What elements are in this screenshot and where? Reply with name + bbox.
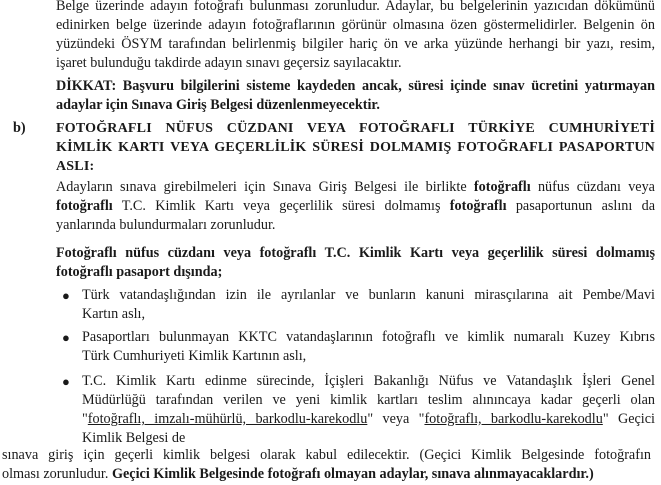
heading-line: FOTOĞRAFLI NÜFUS CÜZDANI VEYA FOTOĞRAFLI TÜRKİYE CUMHURİYETİ [56, 121, 655, 136]
intro-line: yüzündeki ÖSYM tarafından belirlenmiş bilgiler hariç ön ve arka yüzünde herhangi bir yazı, resim, [56, 36, 655, 52]
bold-run: nde fotoğrafı olmayan adaylar, sınava alınmayacaklardır.) [241, 466, 594, 482]
list-item-line: T.C. Kimlik Kartı edinme sürecinde, İçişleri Bakanlığı Nüfus ve Vatandaşlık İşleri Genel [82, 373, 655, 389]
text-run: pasaportunun aslını da [506, 198, 655, 214]
requirement-paragraph [0, 178, 661, 235]
warning-line: DİKKAT: Başvuru bilgilerini sisteme kaydeden ancak, süresi içinde sınav ücretini yatırmayan [56, 78, 655, 94]
list-item-line: Türk vatandaşlığından izin ile ayrılanlar ve bunların kanuni mirasçılarına ait Pembe/Mavi [82, 287, 655, 303]
paragraph-line [56, 197, 655, 216]
section-heading [0, 119, 661, 176]
heading-line: ASLI: [56, 159, 95, 174]
text-run: Adayların sınava girebilmeleri için Sınava Giriş Belgesi ile birlikte [56, 179, 474, 195]
paragraph-line [56, 178, 655, 197]
bold-run: fotoğraflı [449, 198, 507, 214]
text-run: " [82, 411, 88, 427]
bold-run: fotoğraflı [473, 179, 531, 195]
bold-run: fotoğraflı [56, 198, 113, 214]
list-item [0, 328, 661, 366]
bullet-icon: ● [62, 288, 70, 303]
bold-run: Geçici Kimlik Belgesi [111, 466, 242, 482]
text-run: " Geçici [602, 411, 655, 427]
intro-line: Belge üzerinde adayın fotoğrafı bulunması zorunludur. Adaylar, bu belgelerinin yazıcıdan dökümünü [56, 0, 655, 14]
list-item [0, 372, 661, 448]
list-item-line: Pasaportları bulunmayan KKTC vatandaşlarının fotoğraflı ve kimlik numaralı Kuzey Kıbrıs [82, 329, 655, 345]
heading-line: KİMLİK KARTI VEYA GEÇERLİLİK SÜRESİ DOLMAMIŞ FOTOĞRAFLI PASAPORTUN [56, 140, 655, 155]
list-item [0, 286, 661, 324]
bullet-icon: ● [62, 330, 70, 345]
intro-line: edinirken belge üzerinde adayın fotoğraflarının görünür olmasına özen göstermelidirler. Belgenin ön [56, 17, 655, 33]
underlined-run: fotoğraflı, imzalı-mühürlü, barkodlu-karekodlu [87, 411, 368, 427]
text-run: nüfus cüzdanı veya [530, 179, 655, 195]
list-item-line: Kartın aslı, [82, 306, 146, 322]
paragraph-line [2, 465, 651, 484]
bullet-icon: ● [62, 374, 70, 389]
paragraph-line: Fotoğraflı nüfus cüzdanı veya fotoğraflı T.C. Kimlik Kartı veya geçerlilik süresi dolmamış [56, 245, 655, 261]
list-item-line: Kimlik Belgesi de [82, 430, 186, 446]
warning-line: adaylar için Sınava Giriş Belgesi düzenlenmeyecektir. [56, 97, 380, 113]
section-marker: b) [13, 120, 26, 136]
list-item-line [82, 410, 655, 429]
list-item-line: Türk Cumhuriyeti Kimlik Kartının aslı, [82, 348, 307, 364]
paragraph-line: sınava giriş için geçerli kimlik belgesi olarak kabul edilecektir. (Geçici Kimlik Belgesinde fotoğrafın [2, 447, 651, 463]
underlined-run: fotoğraflı, barkodlu-karekodlu [424, 411, 603, 427]
paragraph-line: fotoğraflı pasaport dışında; [56, 264, 223, 280]
exception-paragraph [0, 244, 661, 282]
paragraph-line: yanlarında bulundurmaları zorunludur. [56, 217, 276, 233]
closing-paragraph [0, 446, 661, 484]
intro-paragraph [0, 0, 661, 73]
warning-paragraph [0, 77, 661, 115]
text-run: olması zorunludur. [2, 466, 112, 482]
text-run: T.C. Kimlik Kartı veya geçerlilik süresi dolmamış [112, 198, 450, 214]
intro-line: işaret bulunduğu takdirde adayın sınavı geçersiz sayılacaktır. [56, 55, 402, 71]
text-run: " veya " [367, 411, 425, 427]
list-item-line: Müdürlüğü tarafından verilen ve yeni kimlik kartları teslim alınıncaya kadar geçerli olan [82, 392, 655, 408]
